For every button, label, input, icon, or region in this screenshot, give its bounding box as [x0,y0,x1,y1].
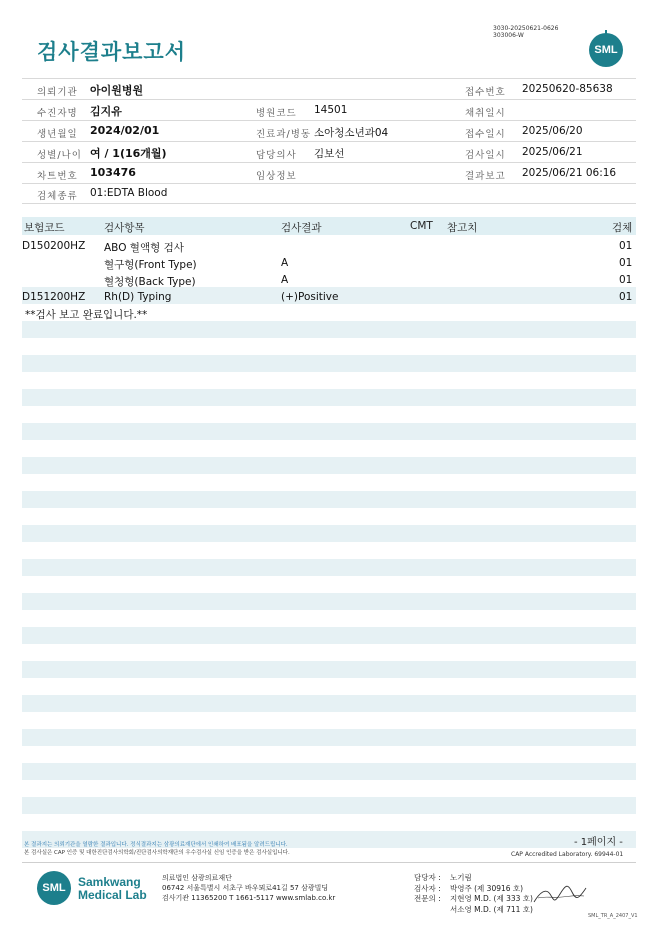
row-item: ABO 혈액형 검사 [104,242,184,254]
lab-org-name: 의료법인 삼광의료재단 [162,874,232,882]
col-header-item: 검사항목 [104,222,145,234]
staff-specialist-label: 전문의 : [414,894,441,903]
receipt-date-label: 접수일시 [465,129,506,140]
row-item: 혈구형(Front Type) [104,259,197,271]
staff-specialist-1: 지현영 M.D. (제 333 호) [450,894,533,903]
brand-line-1: Samkwang [78,875,141,889]
footer-divider [22,862,636,863]
sex-age-label: 성별/나이 [37,150,82,161]
row-specimen: 01 [619,257,633,269]
header-divider [22,141,636,142]
specimen-value: 01:EDTA Blood [90,187,168,199]
staff-contact-label: 담당자 : [414,873,441,882]
staff-tester: 박영주 (제 30916 호) [450,883,524,893]
dept-value: 소아청소년과04 [314,127,389,139]
row-specimen: 01 [619,274,633,286]
row-result: A [281,257,289,269]
requester-label: 의뢰기관 [37,87,78,98]
chart-no-value: 103476 [90,166,136,179]
report-complete-note: **검사 보고 완료입니다.** [25,309,148,321]
hospital-code-label: 병원코드 [256,108,297,119]
document-codes [493,25,558,39]
staff-specialist-2: 서소영 M.D. (제 711 호) [450,904,533,914]
signature-icon [532,880,588,910]
header-divider [22,120,636,121]
patient-label: 수진자명 [37,108,78,119]
chart-no-label: 차트번호 [37,171,78,182]
page-number: - 1페이지 - [574,837,623,848]
receipt-date-value: 2025/06/20 [522,125,583,137]
dob-label: 생년월일 [37,129,78,140]
footer-notice-2: 본 검사실은 CAP 인증 및 대한진단검사의학회/진단검사의학재단의 우수검사실 신임 인증을 받은 검사실입니다. [24,850,290,856]
document-code-1: 3030-20250621-0626 [493,25,559,32]
header-divider [22,162,636,163]
col-header-code: 보험코드 [24,222,65,234]
doctor-value: 김보선 [314,148,345,160]
footer-notice-1: 본 결과지는 의뢰기관을 열람한 결과입니다. 정식결과지는 삼광의료재단에서 인쇄하여 배포됨을 알려드립니다. [24,842,288,848]
lab-contact: 검사기관 11365200 T 1661-5117 www.smlab.co.kr [162,894,336,902]
row-specimen: 01 [619,291,633,303]
document-code-2: 303006-W [493,32,524,39]
cap-accreditation: CAP Accredited Laboratory. 69944-01 [511,851,624,858]
test-date-label: 검사일시 [465,150,506,161]
dept-label: 진료과/병동 [256,129,312,140]
report-date-label: 결과보고 [465,171,506,182]
sml-logo-icon: SML [37,871,71,905]
form-code: SML_TR_A_2407_V1 [588,913,638,919]
report-title: 검사결과보고서 [37,40,187,64]
col-header-result: 검사결과 [281,222,322,234]
header-divider [22,183,636,184]
header-divider [22,99,636,100]
lab-address-block [162,873,335,903]
receipt-no-label: 접수번호 [465,87,506,98]
receipt-no-value: 20250620-85638 [522,83,613,95]
staff-block [414,873,533,915]
row-code: D151200HZ [22,291,86,303]
staff-tester-label: 검사자 : [414,883,441,893]
col-header-specimen: 검체 [612,222,633,234]
brand-line-2: Medical Lab [78,888,147,902]
sex-age-value: 여 / 1(16개월) [90,147,167,160]
col-header-ref: 참고치 [447,222,478,234]
sml-logo-icon: SML [589,33,623,67]
test-date-value: 2025/06/21 [522,146,583,158]
requester-value: 아이원병원 [90,84,144,97]
patient-value: 김지유 [90,105,122,118]
row-result: A [281,274,289,286]
brand-name [78,876,147,902]
row-result: (+)Positive [281,291,339,303]
specimen-label: 검체종류 [37,191,78,202]
row-item: Rh(D) Typing [104,291,172,303]
col-header-cmt: CMT [410,220,433,232]
report-date-value: 2025/06/21 06:16 [522,167,617,179]
hospital-code-value: 14501 [314,104,348,116]
staff-contact: 노기림 [450,873,472,882]
row-code: D150200HZ [22,240,86,252]
row-item: 혈청형(Back Type) [104,276,196,288]
header-divider [22,78,636,79]
clinical-label: 임상정보 [256,171,297,182]
doctor-label: 담당의사 [256,150,297,161]
row-specimen: 01 [619,240,633,252]
lab-address: 06742 서울특별시 서초구 바우뫼로41길 57 삼광빌딩 [162,884,329,892]
dob-value: 2024/02/01 [90,124,160,137]
header-divider [22,203,636,204]
collect-date-label: 채취일시 [465,108,506,119]
